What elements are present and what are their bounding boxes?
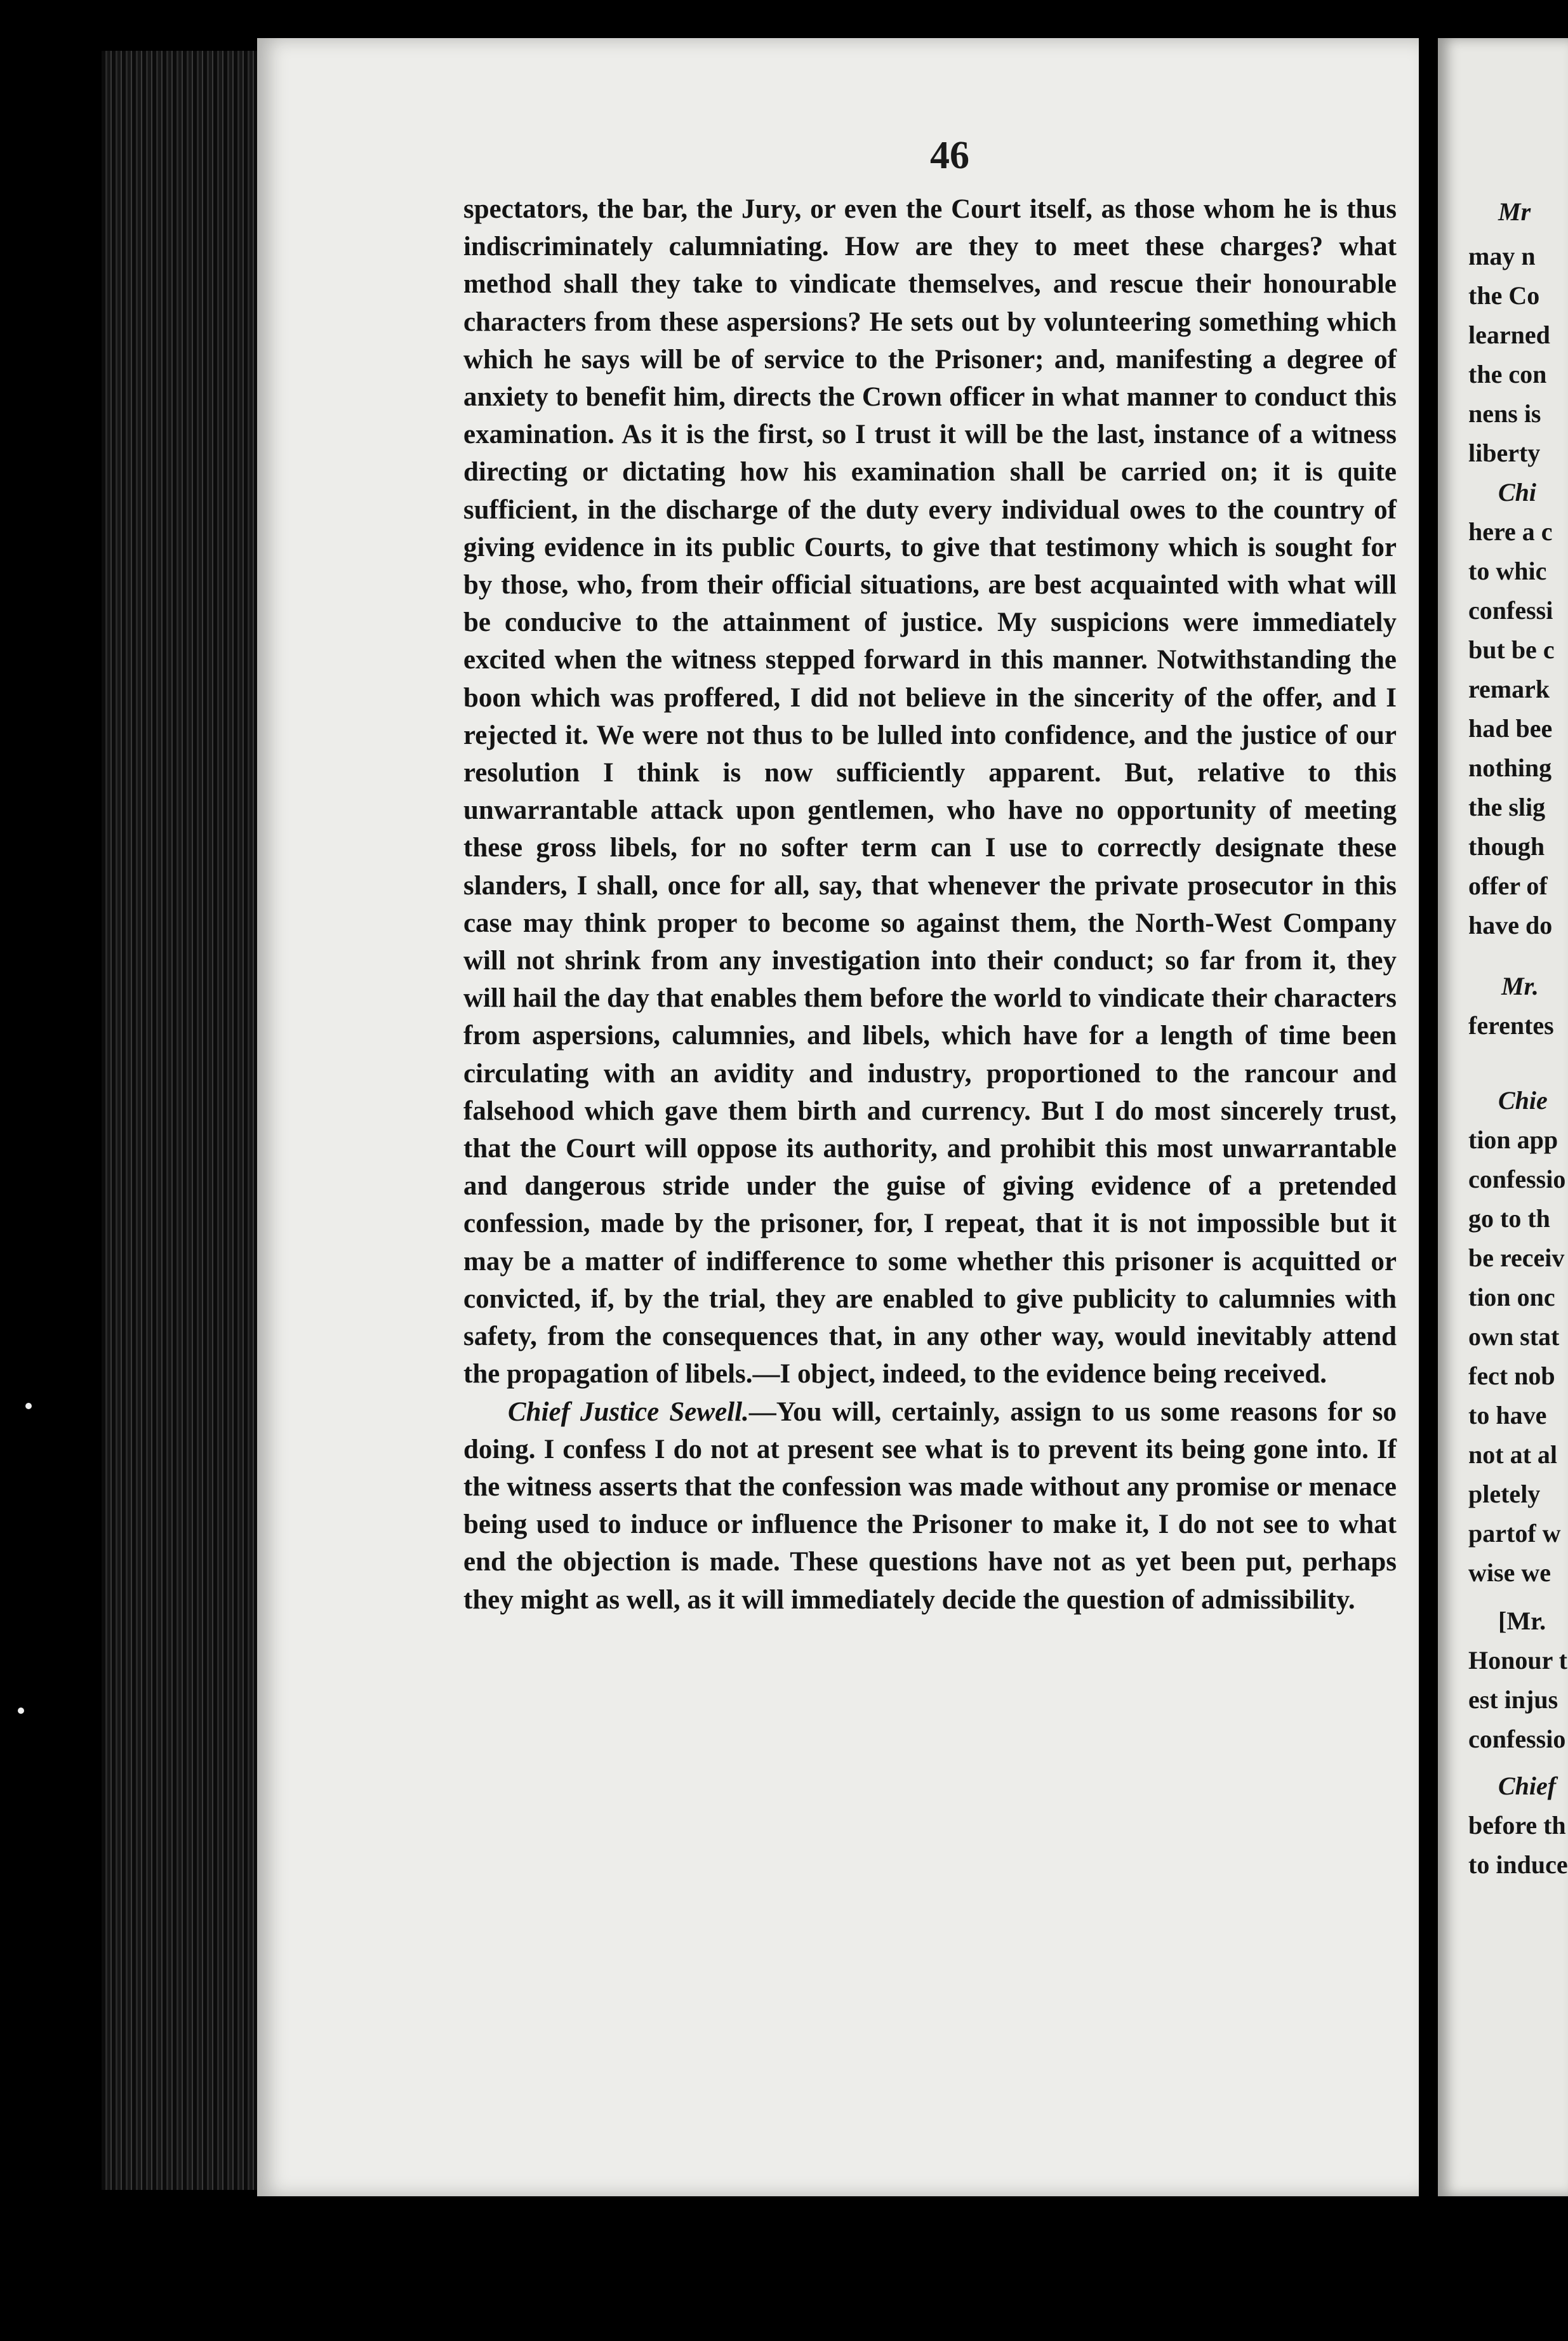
facing-line: Chie bbox=[1498, 1086, 1548, 1115]
facing-line: [Mr. bbox=[1498, 1607, 1546, 1635]
facing-line: confessi bbox=[1468, 596, 1553, 625]
facing-line: confessio bbox=[1468, 1725, 1566, 1753]
page-body-text bbox=[463, 190, 1397, 1619]
paragraph-1-text: spectators, the bar, the Jury, or even the Court itself, as those whom he is thus indiscriminately calumniating. How are they to meet these charges? what method shall they take to vindicate themselves, and rescue their honourable characters from these aspersions? He sets out by volunteering something which which he says will be of service to the Prisoner; and, manifesting a degree of anxiety to benefit him, directs the Crown officer in what manner to conduct this examination. As it is the first, so I trust it will be the last, instance of a witness directing or dictating how his examination shall be carried on; it is quite sufficient, in the discharge of the duty every individual owes to the country of giving evidence in its public Courts, to give that testimony which is sought for by those, who, from their official situations, are best acquainted with what will be conducive to the attainment of justice. My suspicions were immediately excited when the witness stepped forward in this manner. Notwithstanding the boon which was proffered, I did not believe in the sincerity of the offer, and I rejected it. We were not thus to be lulled into confidence, and the justice of our resolution I think is now sufficiently apparent. But, relative to this unwarrantable attack upon gentlemen, who have no opportunity of meeting these gross libels, for no softer term can I use to correctly designate these slanders, I shall, once for all, say, that whenever the private prosecutor in this case may think proper to become so against them, the North-West Company will not shrink from any investigation into their conduct; so far from it, they will hail the day that enables them before the world to vindicate their characters from aspersions, calumnies, and libels, which have for a length of time been circulating with an avidity and industry, proportioned to the rancour and falsehood which gave them birth and currency. But I do most sincerely trust, that the Court will oppose its authority, and prohibit this most unwarrantable and dangerous stride under the guise of giving evidence of a pretended confession, made by the prisoner, for, I repeat, that it is not impossible but it may be a matter of indifference to some whether this prisoner is acquitted or convicted, if, by the trial, they are enabled to give publicity to calumnies with safety, from the consequences that, in any other way, would inevitably attend the propagation of libels.—I object, indeed, to the evidence being received. bbox=[463, 194, 1397, 1389]
facing-page bbox=[1438, 38, 1568, 2196]
facing-line: Mr. bbox=[1501, 972, 1539, 1000]
facing-line: to have bbox=[1468, 1401, 1547, 1429]
facing-line: tion app bbox=[1468, 1125, 1558, 1154]
facing-line: had bee bbox=[1468, 714, 1553, 743]
facing-line: est injus bbox=[1468, 1685, 1558, 1714]
facing-line: Honour t bbox=[1468, 1646, 1567, 1675]
paragraph-2-text: —You will, certainly, assign to us some reasons for so doing. I confess I do not at present see what is to prevent its being gone into. If the witness asserts that the confession was made without any promise or menace being used to induce or influence the Prisoner to make it, I do not see to what end the objection is made. These questions have not as yet been put, perhaps they might as well, as it will immediately decide the question of admissibility. bbox=[463, 1396, 1397, 1615]
scan-speck bbox=[18, 1708, 24, 1714]
facing-line: go to th bbox=[1468, 1204, 1550, 1233]
facing-line: Mr bbox=[1498, 197, 1531, 226]
facing-line: not at al bbox=[1468, 1440, 1557, 1469]
paragraph-2 bbox=[463, 1393, 1397, 1619]
book-spine-edge bbox=[102, 51, 257, 2190]
facing-line: liberty bbox=[1468, 439, 1541, 467]
facing-line: pletely bbox=[1468, 1480, 1541, 1508]
facing-line: confessio bbox=[1468, 1165, 1566, 1193]
facing-line: nothing bbox=[1468, 753, 1552, 782]
paragraph-2-speaker: Chief Justice Sewell. bbox=[508, 1396, 749, 1427]
facing-line: remark bbox=[1468, 675, 1550, 703]
facing-line: nens is bbox=[1468, 399, 1541, 428]
facing-line: but be c bbox=[1468, 635, 1555, 664]
facing-line: fect nob bbox=[1468, 1362, 1555, 1390]
facing-line: to whic bbox=[1468, 557, 1547, 585]
facing-line: may n bbox=[1468, 242, 1536, 270]
facing-line: Chief bbox=[1498, 1772, 1557, 1800]
facing-line: own stat bbox=[1468, 1322, 1560, 1351]
facing-line: to induce bbox=[1468, 1850, 1568, 1879]
facing-line: learned bbox=[1468, 321, 1550, 349]
facing-line: the con bbox=[1468, 360, 1547, 388]
facing-line: the Co bbox=[1468, 281, 1540, 310]
paragraph-1 bbox=[463, 190, 1397, 1393]
facing-line: tion onc bbox=[1468, 1283, 1555, 1311]
facing-line: Chi bbox=[1498, 478, 1537, 507]
facing-line: have do bbox=[1468, 911, 1553, 939]
facing-line: ferentes bbox=[1468, 1011, 1554, 1040]
facing-line: partof w bbox=[1468, 1519, 1561, 1548]
facing-line: be receiv bbox=[1468, 1243, 1565, 1272]
facing-line: here a c bbox=[1468, 517, 1553, 546]
scan-speck bbox=[25, 1403, 32, 1409]
facing-line: though bbox=[1468, 832, 1545, 861]
facing-line: the slig bbox=[1468, 793, 1546, 821]
facing-line: wise we bbox=[1468, 1558, 1551, 1587]
page-number: 46 bbox=[930, 134, 969, 177]
facing-line: offer of bbox=[1468, 872, 1548, 900]
facing-line: before th bbox=[1468, 1811, 1566, 1840]
